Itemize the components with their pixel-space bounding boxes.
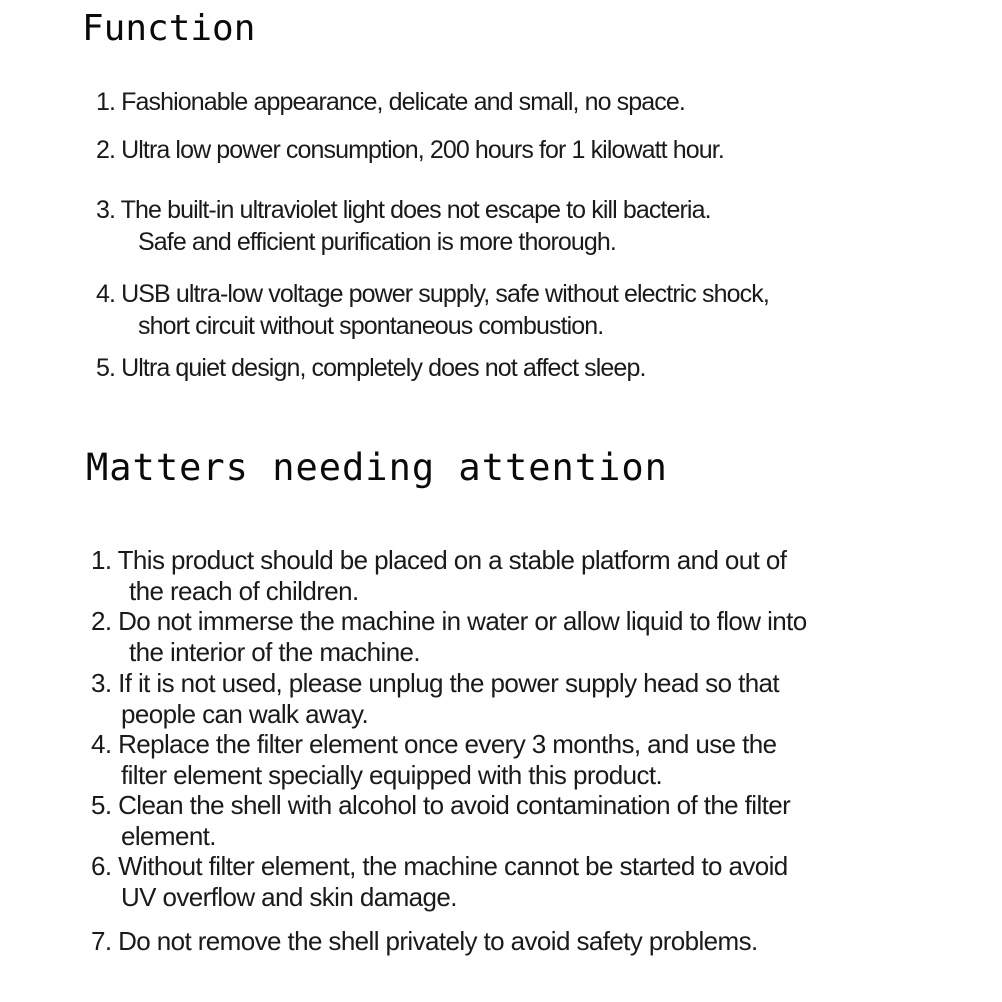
function-item-4-line-1: 4. USB ultra-low voltage power supply, safe without electric shock, bbox=[96, 280, 769, 308]
function-heading: Function bbox=[82, 8, 256, 49]
attention-item-2 bbox=[91, 606, 807, 667]
attention-item-7-line-1: 7. Do not remove the shell privately to avoid safety problems. bbox=[91, 926, 758, 956]
attention-item-5-line-2: element. bbox=[121, 820, 216, 851]
attention-item-2-line-1: 2. Do not immerse the machine in water or allow liquid to flow into bbox=[91, 606, 807, 636]
attention-item-2-line-2: the interior of the machine. bbox=[129, 636, 421, 667]
function-item-4 bbox=[96, 278, 769, 342]
attention-item-3-line-1: 3. If it is not used, please unplug the power supply head so that bbox=[91, 668, 780, 698]
attention-item-6-line-2: UV overflow and skin damage. bbox=[121, 881, 457, 912]
function-item-3-line-1: 3. The built-in ultraviolet light does not escape to kill bacteria. bbox=[96, 196, 711, 224]
attention-item-4 bbox=[91, 729, 776, 790]
function-item-2-line-1: 2. Ultra low power consumption, 200 hours for 1 kilowatt hour. bbox=[96, 136, 724, 164]
attention-item-4-line-1: 4. Replace the filter element once every 3 months, and use the bbox=[91, 729, 777, 759]
function-item-2 bbox=[96, 134, 724, 166]
attention-item-6-line-1: 6. Without filter element, the machine cannot be started to avoid bbox=[91, 851, 788, 881]
attention-item-3 bbox=[91, 668, 779, 729]
attention-item-1 bbox=[91, 545, 786, 606]
attention-item-7 bbox=[91, 926, 758, 957]
function-item-4-line-2: short circuit without spontaneous combustion. bbox=[138, 312, 604, 340]
function-item-5-line-1: 5. Ultra quiet design, completely does not affect sleep. bbox=[96, 354, 646, 382]
function-item-5 bbox=[96, 352, 646, 384]
attention-item-3-line-2: people can walk away. bbox=[121, 698, 369, 729]
attention-item-6 bbox=[91, 851, 788, 912]
function-item-1-line-1: 1. Fashionable appearance, delicate and small, no space. bbox=[96, 88, 685, 116]
attention-item-1-line-1: 1. This product should be placed on a stable platform and out of bbox=[91, 545, 787, 575]
attention-item-1-line-2: the reach of children. bbox=[129, 575, 359, 606]
attention-heading: Matters needing attention bbox=[86, 446, 668, 489]
attention-item-5 bbox=[91, 790, 790, 851]
function-item-3 bbox=[96, 194, 711, 258]
function-item-1 bbox=[96, 86, 685, 118]
attention-item-4-line-2: filter element specially equipped with this product. bbox=[121, 759, 663, 790]
attention-item-5-line-1: 5. Clean the shell with alcohol to avoid contamination of the filter bbox=[91, 790, 791, 820]
function-item-3-line-2: Safe and efficient purification is more thorough. bbox=[138, 228, 616, 256]
